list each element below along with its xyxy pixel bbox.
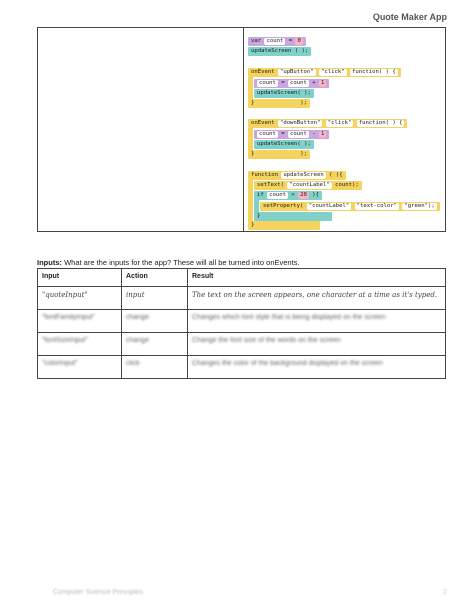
block-function-name: updateScreen [283, 172, 324, 178]
block-call-text: setProperty( [263, 203, 304, 209]
cell-action: input [122, 287, 188, 310]
block-string: "countLabel" [289, 182, 330, 188]
block-close-brace: } [251, 151, 255, 157]
cell-result: Changes the color of the background displayed on the screen [188, 356, 446, 379]
block-operator: = [281, 131, 285, 137]
inputs-question-bold: Inputs: [37, 258, 62, 267]
block-string: "downButton" [279, 120, 321, 126]
table-row [38, 310, 446, 333]
block-function: function( ) { [351, 69, 396, 75]
block-operator: > [291, 192, 295, 198]
cell-action: click [122, 356, 188, 379]
block-onevent-up [248, 68, 401, 77]
table-row [38, 287, 446, 310]
block-number: 20 [300, 192, 307, 198]
block-function-def [248, 171, 346, 180]
code-blocks-area [244, 28, 445, 231]
inputs-question [37, 258, 300, 267]
cell-action: change [122, 310, 188, 333]
block-if [254, 191, 322, 200]
block-number: 1 [320, 80, 325, 86]
block-var-name: count [259, 131, 276, 137]
header-input: Input [38, 269, 122, 287]
footer-course: Computer Science Principles [53, 589, 143, 596]
block-call-text: updateScreen ( ); [251, 48, 309, 54]
cell-result: Changes which font style that is being displayed on the screen [188, 310, 446, 333]
block-call-text: updateScreen( ); [257, 90, 311, 96]
block-var-count [248, 37, 306, 46]
cell-input: "fontFamilyInput" [38, 310, 122, 333]
block-arg: count); [335, 182, 359, 188]
block-rail [248, 180, 253, 222]
cell-input: "quoteInput" [38, 287, 122, 310]
block-paren: ( ){ [329, 172, 343, 178]
block-paren: ){ [312, 192, 319, 198]
block-string: "text-color" [356, 203, 398, 209]
block-number: 1 [320, 131, 325, 137]
page-header-title: Quote Maker App [372, 12, 447, 22]
header-result: Result [188, 269, 446, 287]
cell-result: The text on the screen appears, one character at a time as it's typed. [188, 287, 446, 310]
inputs-question-text: What are the inputs for the app? These will all be turned into onEvents. [62, 258, 300, 267]
table-header-row [38, 269, 446, 287]
table-row [38, 333, 446, 356]
block-keyword: onEvent [251, 120, 275, 126]
block-close-paren: ); [300, 100, 307, 106]
cell-input: "colorInput" [38, 356, 122, 379]
block-call-updatescreen-down [254, 140, 314, 149]
cell-action: change [122, 333, 188, 356]
block-string: "click" [321, 69, 345, 75]
block-keyword: function [251, 172, 278, 178]
block-function: function( ) { [358, 120, 403, 126]
block-close-paren: ); [300, 151, 307, 157]
block-var-name: count [269, 192, 286, 198]
block-close-fn [248, 221, 320, 230]
cell-input: "fontSizeInput" [38, 333, 122, 356]
block-operator: = [288, 38, 293, 44]
block-close-if [254, 212, 332, 221]
block-keyword: var [251, 38, 262, 44]
block-setproperty [260, 202, 440, 211]
block-close-brace: } [251, 222, 255, 228]
block-close-brace: } [251, 100, 255, 106]
block-string: "upButton" [279, 69, 314, 75]
block-call-text: updateScreen( ); [257, 141, 311, 147]
block-operator: = [281, 80, 285, 86]
table-row [38, 356, 446, 379]
block-keyword: if [257, 192, 264, 198]
block-string: "countLabel" [308, 203, 350, 209]
block-settext [254, 181, 362, 190]
footer-page-number: 2 [443, 589, 447, 596]
block-operator: - [312, 131, 316, 137]
code-table [37, 27, 446, 232]
inputs-table [37, 268, 446, 379]
block-onevent-down [248, 119, 407, 128]
block-var-name: count [266, 38, 284, 44]
block-number: 0 [297, 38, 301, 44]
header-action: Action [122, 269, 188, 287]
cell-result: Change the font size of the words on the screen [188, 333, 446, 356]
block-var-name: count [259, 80, 276, 86]
block-call-updatescreen-up [254, 89, 314, 98]
block-operator: + [312, 80, 316, 86]
block-close-brace: } [257, 213, 261, 219]
block-assign-up [254, 79, 329, 88]
block-var-name: count [289, 80, 307, 86]
block-close-up [248, 99, 310, 108]
block-call-text: setText( [257, 182, 284, 188]
block-assign-down [254, 130, 329, 139]
block-string: "green"); [404, 203, 435, 209]
block-string: "click" [327, 120, 352, 126]
code-table-empty-cell [38, 28, 244, 231]
block-var-name: count [289, 131, 307, 137]
block-close-down [248, 150, 310, 159]
block-keyword: onEvent [251, 69, 275, 75]
block-call-updatescreen [248, 47, 311, 56]
